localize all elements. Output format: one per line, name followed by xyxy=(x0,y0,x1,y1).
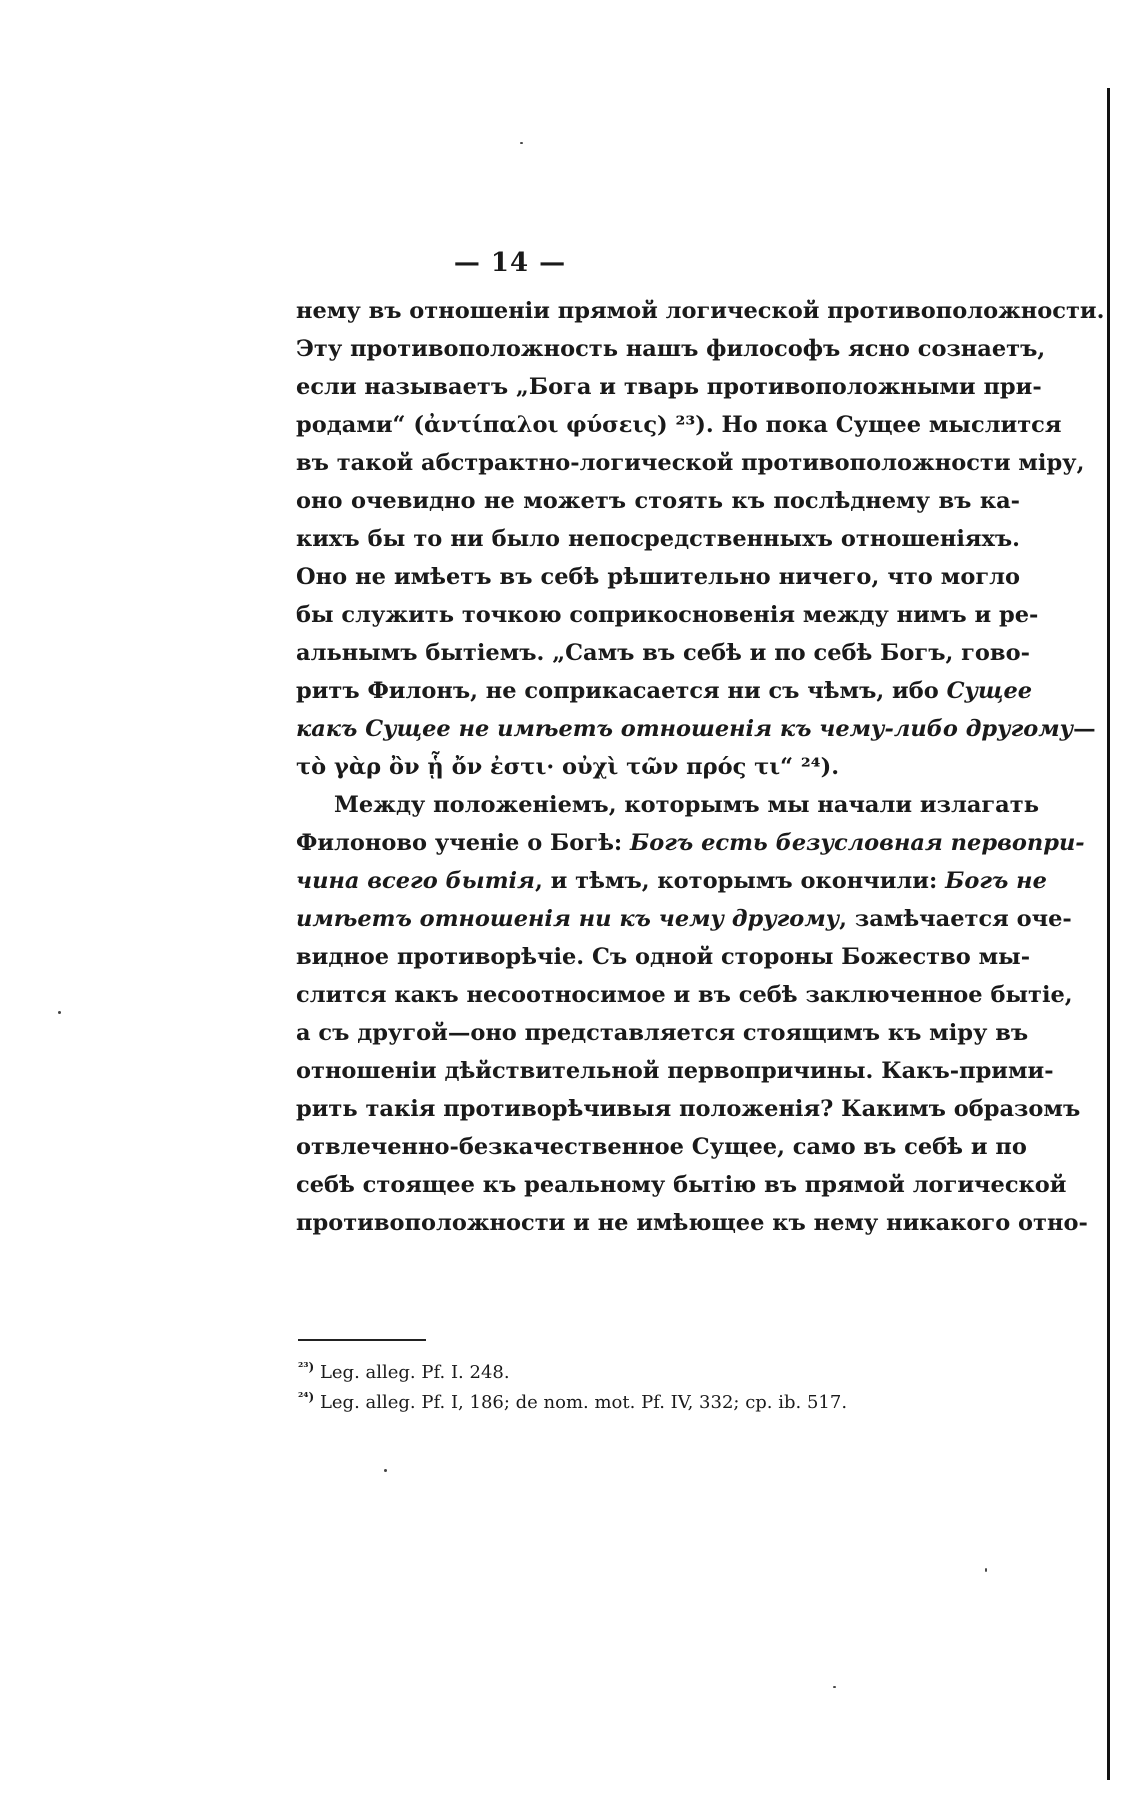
footnote-rule xyxy=(298,1339,426,1341)
text-line xyxy=(296,862,1047,900)
text-run: — xyxy=(1073,716,1096,742)
text-run: Филоново ученіе о Богѣ: xyxy=(296,830,631,856)
text-line xyxy=(296,596,1039,634)
body-text xyxy=(296,292,1105,1242)
text-line xyxy=(296,1128,1027,1166)
text-line xyxy=(296,482,1020,520)
page-number: — 14 — xyxy=(453,248,567,278)
text-run: кихъ бы то ни было непосредственныхъ отношеніяхъ. xyxy=(296,526,1020,552)
italic-text: Богъ не xyxy=(945,868,1047,894)
text-line xyxy=(296,634,1030,672)
text-run: τὸ γὰρ ὂν ᾗ ὄν ἐστι· οὐχὶ τῶν πρός τι“ ²⁴). xyxy=(296,754,840,780)
text-line xyxy=(296,1204,1088,1242)
text-line xyxy=(296,824,1085,862)
footnotes xyxy=(298,1358,1022,1418)
text-run: оно очевидно не можетъ стоять къ послѣднему въ ка- xyxy=(296,488,1020,514)
text-run: въ такой абстрактно-логической противоположности міру, xyxy=(296,450,1085,476)
text-run: себѣ стоящее къ реальному бытію въ прямой логической xyxy=(296,1172,1067,1198)
text-line xyxy=(296,1014,1029,1052)
text-run: рить такія противорѣчивыя положенія? Какимъ образомъ xyxy=(296,1096,1081,1122)
text-run: Эту противоположность нашъ философъ ясно сознаетъ, xyxy=(296,336,1046,362)
text-run: противоположности и не имѣющее къ нему никакого отно- xyxy=(296,1210,1088,1236)
text-run: если называетъ „Бога и тварь противоположными при- xyxy=(296,374,1042,400)
paragraph xyxy=(296,786,1088,1242)
text-run: нему въ отношеніи прямой логической противоположности. xyxy=(296,298,1105,324)
scan-speck xyxy=(833,1686,836,1688)
text-line xyxy=(296,672,1033,710)
text-line xyxy=(296,1090,1081,1128)
scan-speck xyxy=(520,142,523,144)
text-line xyxy=(296,520,1020,558)
paragraph xyxy=(296,292,1105,786)
text-line xyxy=(296,1052,1054,1090)
text-line xyxy=(296,786,1039,824)
italic-text: какъ Сущее не имѣетъ отношенія къ чему-либо другому xyxy=(296,716,1074,742)
text-run: , замѣчается оче- xyxy=(839,906,1072,932)
text-run: родами“ (ἀντίπαλοι φύσεις) ²³). Но пока Сущее мыслится xyxy=(296,412,1062,438)
text-line xyxy=(296,976,1073,1014)
italic-text: Богъ есть безусловная первопри- xyxy=(630,830,1085,856)
text-line xyxy=(296,938,1031,976)
text-line xyxy=(296,900,1072,938)
text-run: , и тѣмъ, которымъ окончили: xyxy=(534,868,946,894)
text-line xyxy=(296,558,1020,596)
scan-speck xyxy=(384,1469,387,1472)
text-run: видное противорѣчіе. Съ одной стороны Божество мы- xyxy=(296,944,1031,970)
text-run: а съ другой—оно представляется стоящимъ къ міру въ xyxy=(296,1020,1029,1046)
footnote-mark: ²³) xyxy=(298,1360,315,1374)
footnote xyxy=(298,1358,1022,1388)
text-run: бы служить точкою соприкосновенія между нимъ и ре- xyxy=(296,602,1039,628)
scan-speck xyxy=(985,1568,987,1572)
text-line xyxy=(296,710,1096,748)
text-run: отвлеченно-безкачественное Сущее, само въ себѣ и по xyxy=(296,1134,1027,1160)
text-run: Оно не имѣетъ въ себѣ рѣшительно ничего, что могло xyxy=(296,564,1020,590)
text-line xyxy=(296,406,1062,444)
footnote-text: Leg. alleg. Pf. I, 186; de nom. mot. Pf. IV, 332; cp. ib. 517. xyxy=(319,1392,848,1413)
scan-speck xyxy=(58,1011,61,1014)
text-line xyxy=(296,292,1105,330)
italic-text: Сущее xyxy=(946,678,1033,704)
italic-text: чина всего бытія xyxy=(296,868,535,894)
text-line xyxy=(296,748,1020,786)
text-run: отношеніи дѣйствительной первопричины. Какъ-прими- xyxy=(296,1058,1054,1084)
italic-text: имѣетъ отношенія ни къ чему другому xyxy=(296,906,840,932)
text-line xyxy=(296,1166,1067,1204)
footnote-mark: ²⁴) xyxy=(298,1390,315,1404)
footnote xyxy=(298,1388,1022,1418)
text-line xyxy=(296,368,1042,406)
text-line xyxy=(296,444,1085,482)
text-run: альнымъ бытіемъ. „Самъ въ себѣ и по себѣ Богъ, гово- xyxy=(296,640,1030,666)
text-run: Между положеніемъ, которымъ мы начали излагать xyxy=(334,792,1039,818)
page-edge-line xyxy=(1107,88,1110,1780)
text-run: ритъ Филонъ, не соприкасается ни съ чѣмъ, ибо xyxy=(296,678,947,704)
footnote-text: Leg. alleg. Pf. I. 248. xyxy=(319,1362,510,1383)
text-run: слится какъ несоотносимое и въ себѣ заключенное бытіе, xyxy=(296,982,1073,1008)
text-line xyxy=(296,330,1046,368)
